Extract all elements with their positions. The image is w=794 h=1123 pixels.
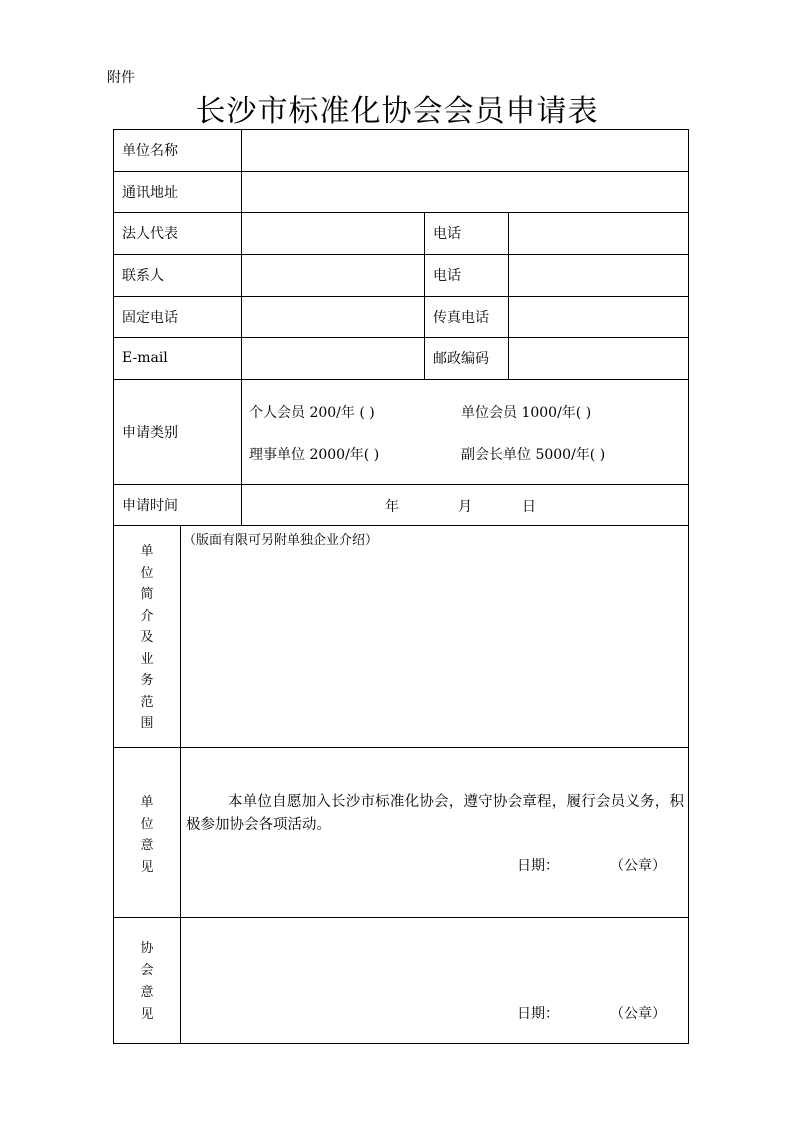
apply-time-label: 申请时间: [122, 497, 178, 514]
phone2-field[interactable]: [509, 255, 688, 296]
contact-label: 联系人: [122, 268, 164, 284]
assoc-opinion-date-label: 日期：: [517, 1006, 559, 1022]
assoc-opinion-seal: （公章）: [610, 1006, 666, 1022]
phone1-label: 电话: [433, 226, 461, 242]
legal-rep-field[interactable]: [242, 213, 424, 254]
option-unit-member[interactable]: 单位会员 1000/年( ): [461, 405, 592, 421]
email-field[interactable]: [242, 338, 424, 379]
unit-name-field[interactable]: [242, 130, 688, 171]
email-label: E-mail: [122, 350, 168, 366]
fax-label: 传真电话: [433, 309, 489, 326]
unit-opinion-statement: 本单位自愿加入长沙市标准化协会，遵守协会章程，履行会员义务，积极参加协会各项活动。: [186, 794, 684, 833]
day-label: 日: [522, 499, 536, 515]
form-title: 长沙市标准化协会会员申请表: [195, 94, 599, 129]
unit-opinion-date-label: 日期：: [517, 858, 559, 874]
unit-opinion-label-char: 见: [140, 860, 154, 875]
option-vice-president-unit[interactable]: 副会长单位 5000/年( ): [461, 447, 606, 463]
intro-label-char: 介: [140, 609, 154, 624]
intro-label-char: 简: [140, 587, 154, 602]
phone1-field[interactable]: [509, 213, 688, 254]
intro-label-char: 位: [140, 566, 154, 581]
unit-opinion-seal: （公章）: [610, 858, 666, 874]
postcode-field[interactable]: [509, 338, 688, 379]
unit-opinion-label-char: 位: [140, 817, 154, 832]
unit-opinion-label-char: 意: [140, 838, 154, 853]
contact-field[interactable]: [242, 255, 424, 296]
intro-label-char: 单: [140, 544, 154, 559]
assoc-opinion-textarea[interactable]: [181, 918, 688, 998]
assoc-opinion-label-char: 意: [140, 985, 154, 1000]
intro-label-char: 务: [140, 673, 154, 688]
landline-field[interactable]: [242, 297, 424, 337]
address-field[interactable]: [242, 172, 688, 212]
attachment-label: 附件: [107, 70, 135, 86]
intro-label-char: 及: [140, 630, 154, 645]
intro-label-char: 范: [140, 695, 154, 710]
unit-name-label: 单位名称: [122, 143, 178, 159]
phone2-label: 电话: [433, 268, 461, 284]
intro-label-char: 围: [140, 716, 154, 731]
option-personal-member[interactable]: 个人会员 200/年 ( ): [249, 405, 375, 421]
landline-label: 固定电话: [122, 309, 178, 326]
intro-note: （版面有限可另附单独企业介绍）: [183, 533, 379, 548]
year-label: 年: [385, 499, 399, 515]
option-director-unit[interactable]: 理事单位 2000/年( ): [249, 447, 380, 463]
address-label: 通讯地址: [122, 184, 178, 201]
unit-opinion-label-char: 单: [140, 795, 154, 810]
assoc-opinion-label-char: 见: [140, 1007, 154, 1022]
postcode-label: 邮政编码: [433, 351, 489, 367]
legal-rep-label: 法人代表: [122, 226, 178, 242]
assoc-opinion-label-char: 协: [140, 941, 154, 956]
month-label: 月: [458, 499, 472, 515]
assoc-opinion-label-char: 会: [140, 963, 154, 978]
intro-label-char: 业: [140, 652, 154, 667]
category-label: 申请类别: [122, 424, 178, 441]
intro-textarea[interactable]: [181, 548, 688, 747]
fax-field[interactable]: [509, 297, 688, 337]
